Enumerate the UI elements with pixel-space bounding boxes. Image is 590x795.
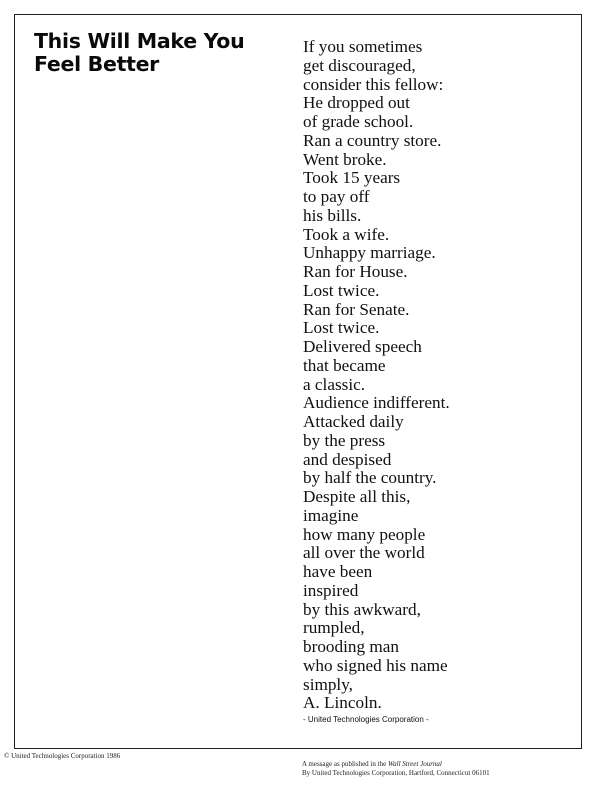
copyright-notice: © United Technologies Corporation 1986 bbox=[4, 752, 121, 760]
poem-line: of grade school. bbox=[303, 112, 414, 131]
publication-name: Wall Street Journal bbox=[387, 760, 442, 768]
poem-line: by the press bbox=[303, 430, 386, 450]
headline-line-2: Feel Better bbox=[34, 52, 159, 76]
poem-body bbox=[303, 38, 450, 713]
poem-line: Despite all this, bbox=[303, 487, 411, 506]
poem-line: Went broke. bbox=[303, 149, 387, 169]
poem-line: Ran for Senate. bbox=[303, 299, 410, 319]
poem-line: imagine bbox=[303, 505, 359, 525]
credit-line-2: By United Technologies Corporation, Hartford, Connecticut 06101 bbox=[302, 769, 490, 777]
poem-line: Took a wife. bbox=[303, 224, 390, 244]
signature-line: - United Technologies Corporation - bbox=[303, 715, 429, 724]
poem-line: Unhappy marriage. bbox=[303, 243, 436, 263]
poem-line: and despised bbox=[303, 449, 392, 469]
publication-credit bbox=[302, 760, 490, 778]
poem-line: by this awkward, bbox=[303, 599, 421, 619]
poem-line: Lost twice. bbox=[303, 318, 380, 338]
headline-line-1: This Will Make You bbox=[34, 29, 245, 53]
poem-line: A. Lincoln. bbox=[303, 693, 382, 713]
poem-line: Lost twice. bbox=[303, 280, 380, 300]
poem-line: a classic. bbox=[303, 374, 366, 394]
poem-line: get discouraged, bbox=[303, 55, 416, 75]
poem-line: Audience indifferent. bbox=[303, 393, 450, 413]
poem-line: how many people bbox=[303, 524, 426, 544]
poem-line: simply, bbox=[303, 674, 353, 694]
credit-prefix: A message as published in the bbox=[302, 760, 388, 768]
poem-line: Attacked daily bbox=[303, 412, 404, 431]
poem-line: brooding man bbox=[303, 637, 399, 656]
poem-line: If you sometimes bbox=[303, 37, 423, 56]
poem-line: rumpled, bbox=[303, 618, 365, 638]
poem-line: have been bbox=[303, 562, 373, 581]
poem-line: who signed his name bbox=[303, 655, 448, 675]
poem-line: He dropped out bbox=[303, 93, 410, 113]
poem-line: Ran for House. bbox=[303, 262, 408, 281]
poem-line: consider this fellow: bbox=[303, 74, 444, 94]
poem-line: Ran a country store. bbox=[303, 130, 442, 150]
headline bbox=[34, 30, 284, 76]
poem-line: his bills. bbox=[303, 205, 362, 225]
poem-line: to pay off bbox=[303, 187, 370, 206]
poem-line: by half the country. bbox=[303, 468, 437, 488]
ad-border-frame bbox=[14, 14, 582, 749]
poem-line: inspired bbox=[303, 580, 359, 600]
poem-line: Delivered speech bbox=[303, 337, 422, 356]
poem-line: all over the world bbox=[303, 543, 425, 563]
poem-line: that became bbox=[303, 355, 386, 375]
poem-line: Took 15 years bbox=[303, 168, 401, 188]
